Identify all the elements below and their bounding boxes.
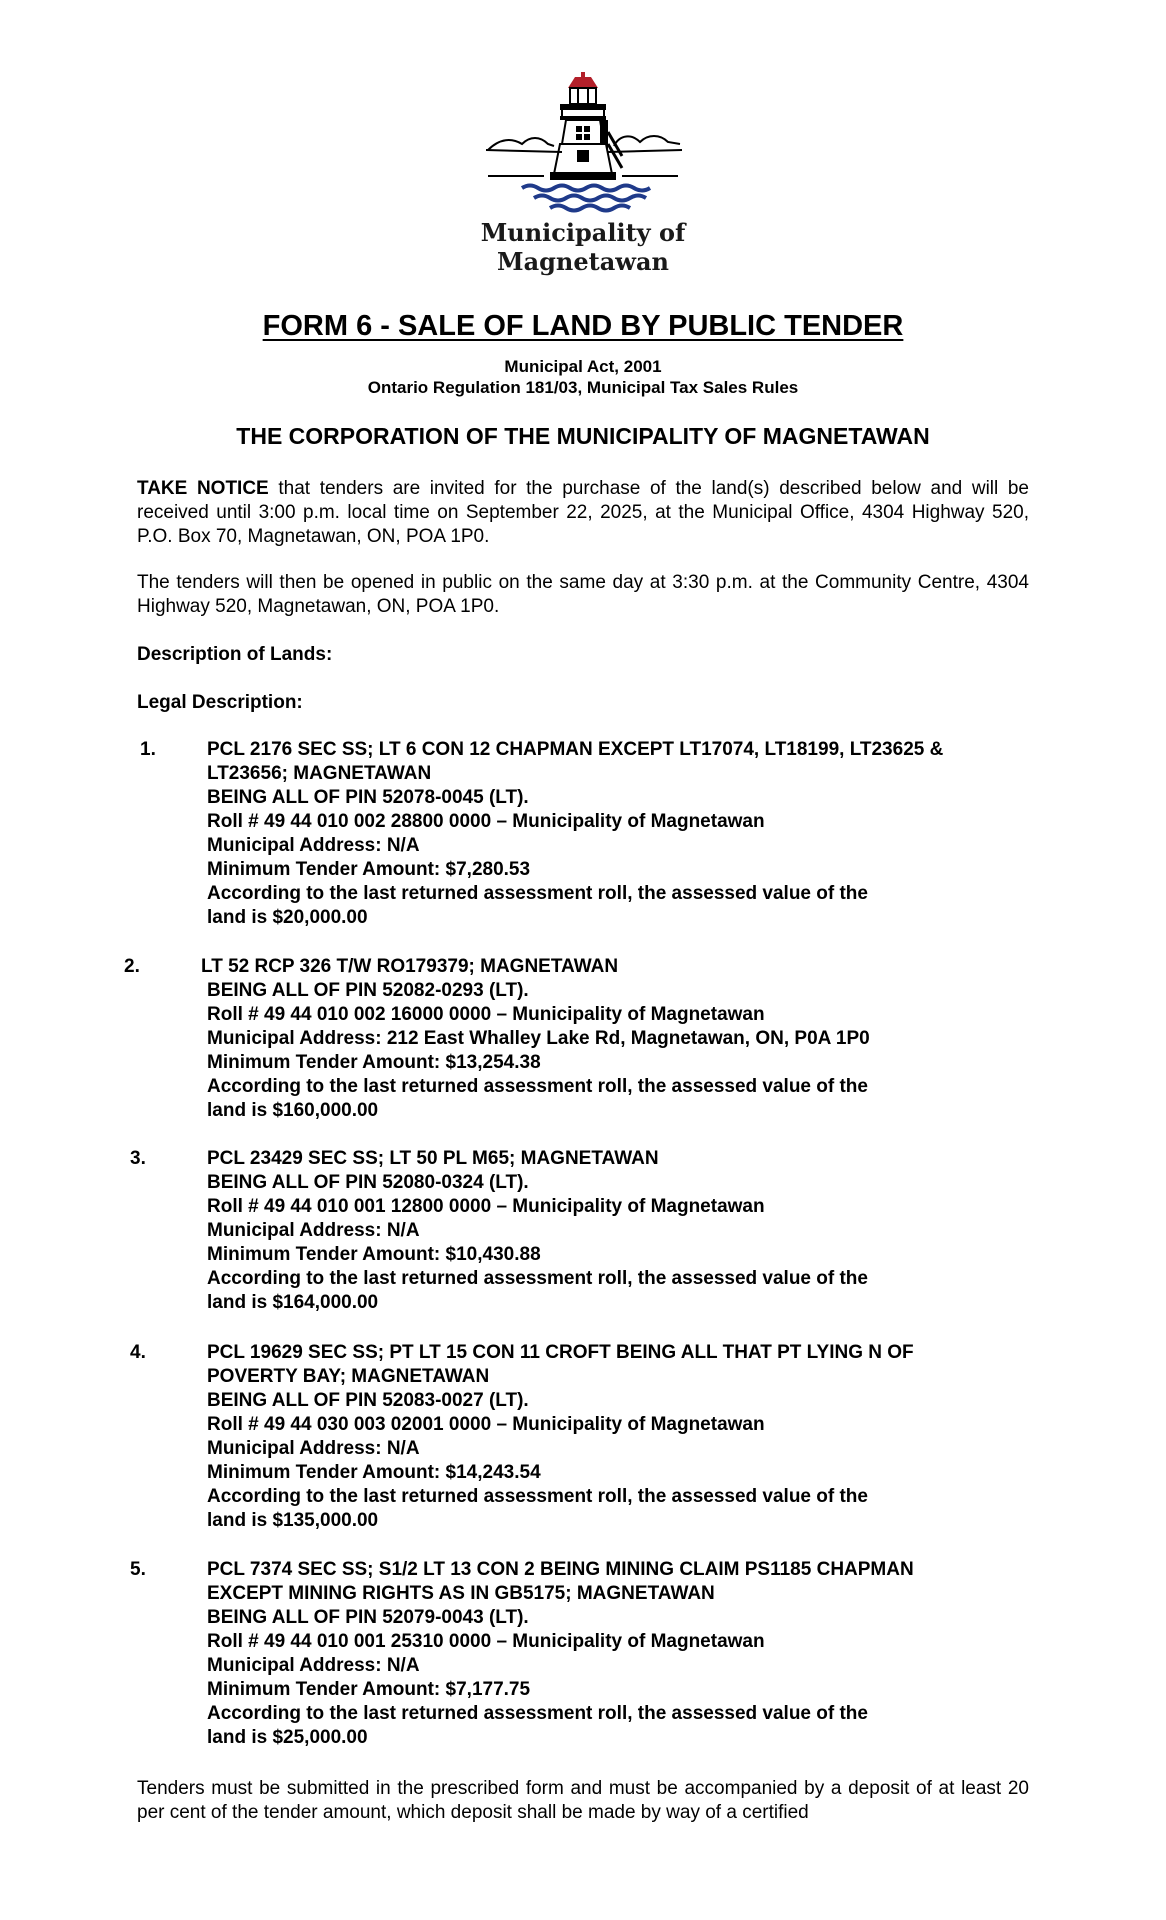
item-description <box>207 1147 1047 1315</box>
item-number: 5. <box>130 1559 146 1580</box>
notice-paragraph <box>137 477 1029 549</box>
regulation-reference: Ontario Regulation 181/03, Municipal Tax Sales Rules <box>367 378 799 397</box>
logo-name-line-1: Municipality of <box>480 218 686 247</box>
item-line: Minimum Tender Amount: $7,280.53 <box>207 859 531 880</box>
lighthouse-icon <box>478 72 688 222</box>
act-reference: Municipal Act, 2001 <box>504 357 662 376</box>
municipality-logo <box>478 72 688 282</box>
item-line: Minimum Tender Amount: $7,177.75 <box>207 1679 531 1700</box>
description-label: Description of Lands: <box>137 644 333 665</box>
item-line: Roll # 49 44 010 002 16000 0000 – Municipality of Magnetawan <box>207 1004 765 1025</box>
opening-paragraph: The tenders will then be opened in public on the same day at 3:30 p.m. at the Community Centre, 4304 Highway 520, Magnetawan, ON, POA 1P0. <box>137 572 1029 617</box>
item-line: BEING ALL OF PIN 52079-0043 (LT). <box>207 1607 529 1628</box>
legal-description-label: Legal Description: <box>137 692 303 713</box>
item-line: land is $25,000.00 <box>207 1727 368 1748</box>
item-line: Roll # 49 44 010 001 25310 0000 – Municipality of Magnetawan <box>207 1631 765 1652</box>
item-line: Municipal Address: 212 East Whalley Lake Rd, Magnetawan, ON, P0A 1P0 <box>207 1028 870 1049</box>
item-number: 3. <box>130 1148 146 1169</box>
logo-name-line-2: Magnetawan <box>497 247 669 276</box>
item-number: 2. <box>124 956 140 977</box>
item-line: land is $160,000.00 <box>207 1100 379 1121</box>
notice-lead: TAKE NOTICE <box>137 478 269 499</box>
item-line: According to the last returned assessment roll, the assessed value of the <box>207 1486 868 1507</box>
item-line: Roll # 49 44 010 002 28800 0000 – Municipality of Magnetawan <box>207 811 765 832</box>
item-line: BEING ALL OF PIN 52083-0027 (LT). <box>207 1390 529 1411</box>
item-line: Municipal Address: N/A <box>207 1438 420 1459</box>
item-line: PCL 19629 SEC SS; PT LT 15 CON 11 CROFT BEING ALL THAT PT LYING N OF <box>207 1342 914 1363</box>
item-number: 1. <box>140 739 156 760</box>
item-line: EXCEPT MINING RIGHTS AS IN GB5175; MAGNETAWAN <box>207 1583 715 1604</box>
item-line: land is $20,000.00 <box>207 907 368 928</box>
item-line: PCL 2176 SEC SS; LT 6 CON 12 CHAPMAN EXCEPT LT17074, LT18199, LT23625 & <box>207 739 944 760</box>
item-line: BEING ALL OF PIN 52082-0293 (LT). <box>207 980 529 1001</box>
item-description <box>207 1341 1047 1533</box>
item-line: Minimum Tender Amount: $13,254.38 <box>207 1052 541 1073</box>
form-title <box>0 308 1166 344</box>
item-description <box>207 1558 1047 1750</box>
item-line: POVERTY BAY; MAGNETAWAN <box>207 1366 490 1387</box>
item-line: land is $164,000.00 <box>207 1292 379 1313</box>
item-line: land is $135,000.00 <box>207 1510 379 1531</box>
item-line: Municipal Address: N/A <box>207 1220 420 1241</box>
corporation-heading: THE CORPORATION OF THE MUNICIPALITY OF MAGNETAWAN <box>236 423 930 449</box>
item-line: According to the last returned assessment roll, the assessed value of the <box>207 883 868 904</box>
item-line: According to the last returned assessment roll, the assessed value of the <box>207 1268 868 1289</box>
item-line: PCL 7374 SEC SS; S1/2 LT 13 CON 2 BEING MINING CLAIM PS1185 CHAPMAN <box>207 1559 914 1580</box>
item-line: LT 52 RCP 326 T/W RO179379; MAGNETAWAN <box>201 956 619 977</box>
item-line: Municipal Address: N/A <box>207 1655 420 1676</box>
item-line: Roll # 49 44 030 003 02001 0000 – Municipality of Magnetawan <box>207 1414 765 1435</box>
item-line: Municipal Address: N/A <box>207 835 420 856</box>
item-description <box>201 955 1041 1123</box>
item-line: Roll # 49 44 010 001 12800 0000 – Municipality of Magnetawan <box>207 1196 765 1217</box>
item-line: Minimum Tender Amount: $10,430.88 <box>207 1244 541 1265</box>
notice-text: that tenders are invited for the purchase of the land(s) described below and will be received until 3:00 p.m. local time on September 22, 2025, at the Municipal Office, 4304 Highway 520, P.O. Box 70, Magnetawan, ON, POA 1P0. <box>137 478 1029 547</box>
item-line: According to the last returned assessment roll, the assessed value of the <box>207 1703 868 1724</box>
item-line: According to the last returned assessment roll, the assessed value of the <box>207 1076 868 1097</box>
item-line: BEING ALL OF PIN 52078-0045 (LT). <box>207 787 529 808</box>
item-line: BEING ALL OF PIN 52080-0324 (LT). <box>207 1172 529 1193</box>
item-line: LT23656; MAGNETAWAN <box>207 763 432 784</box>
item-description <box>207 738 1047 930</box>
item-line: Minimum Tender Amount: $14,243.54 <box>207 1462 541 1483</box>
closing-paragraph: Tenders must be submitted in the prescribed form and must be accompanied by a deposit of at least 20 per cent of the tender amount, which deposit shall be made by way of a certified <box>137 1778 1029 1823</box>
form-title-text: FORM 6 - SALE OF LAND BY PUBLIC TENDER <box>262 310 904 342</box>
item-line: PCL 23429 SEC SS; LT 50 PL M65; MAGNETAWAN <box>207 1148 659 1169</box>
item-number: 4. <box>130 1342 146 1363</box>
